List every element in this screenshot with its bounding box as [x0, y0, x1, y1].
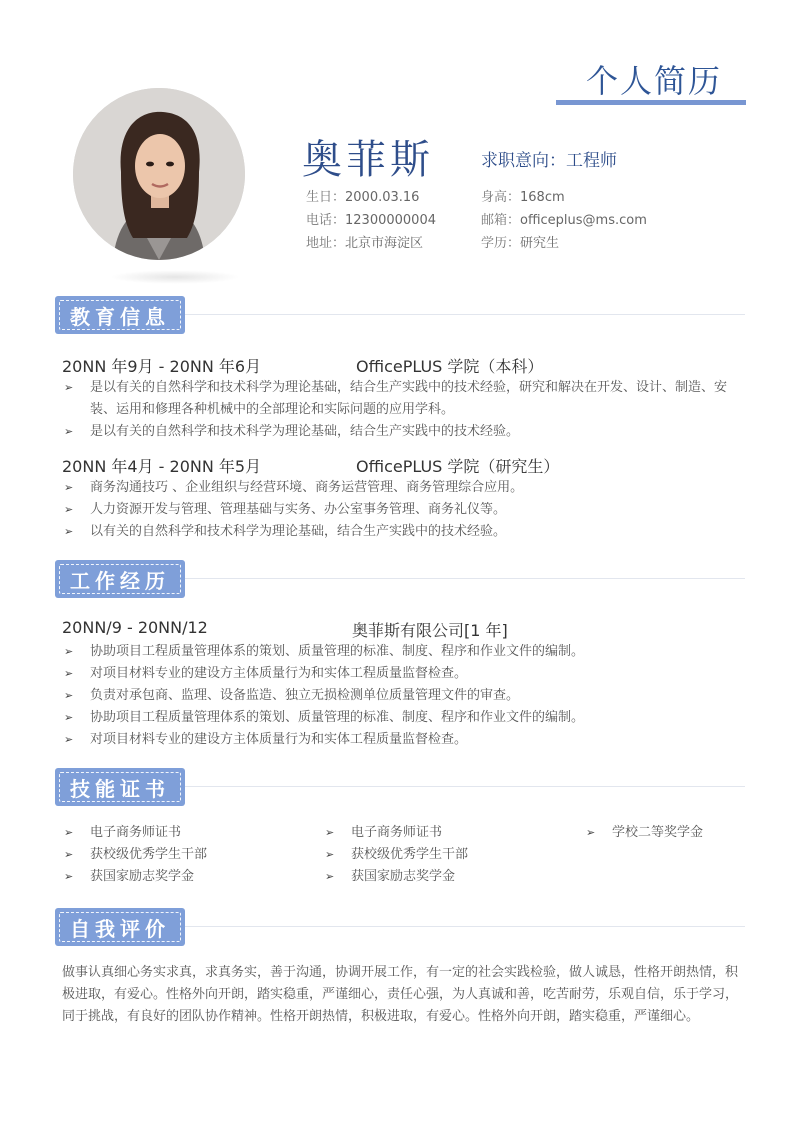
arrow-bullet-icon: ➢ — [64, 425, 74, 438]
list-item: ➢ 是以有关的自然科学和技术科学为理论基础，结合生产实践中的技术经验。 — [62, 421, 752, 443]
info-education: 学历：研究生 — [481, 236, 560, 251]
section-title: 教育信息 — [59, 300, 181, 330]
work-bullets — [62, 641, 752, 751]
list-item: ➢ 获校级优秀学生干部 — [62, 844, 302, 866]
section-header-self-evaluation — [55, 908, 185, 946]
arrow-bullet-icon: ➢ — [64, 645, 74, 658]
education-bullets — [62, 377, 752, 443]
arrow-bullet-icon: ➢ — [64, 870, 74, 883]
section-title: 技能证书 — [59, 772, 181, 802]
education-date: 20NN 年4月 - 20NN 年5月 — [62, 457, 262, 476]
personal-info-left — [306, 186, 436, 255]
title-underline — [556, 100, 746, 105]
education-school: OfficePLUS 学院（本科） — [356, 357, 544, 376]
education-entry-header — [62, 454, 752, 476]
arrow-bullet-icon: ➢ — [64, 826, 74, 839]
section-title: 自我评价 — [59, 912, 181, 942]
arrow-bullet-icon: ➢ — [64, 667, 74, 680]
work-date: 20NN/9 - 20NN/12 — [62, 618, 208, 637]
personal-info-right — [481, 186, 647, 255]
list-item: ➢ 学校二等奖学金 — [584, 822, 800, 844]
arrow-bullet-icon: ➢ — [64, 711, 74, 724]
list-item: ➢ 对项目材料专业的建设方主体质量行为和实体工程质量监督检查。 — [62, 663, 752, 685]
arrow-bullet-icon: ➢ — [64, 525, 74, 538]
list-item: ➢ 获国家励志奖学金 — [62, 866, 302, 888]
list-item: ➢ 负责对承包商、监理、设备监造、独立无损检测单位质量管理文件的审查。 — [62, 685, 752, 707]
education-entry-header — [62, 354, 752, 376]
info-phone: 电话：12300000004 — [306, 213, 436, 228]
arrow-bullet-icon: ➢ — [325, 870, 335, 883]
education-school: OfficePLUS 学院（研究生） — [356, 457, 560, 476]
list-item: ➢ 对项目材料专业的建设方主体质量行为和实体工程质量监督检查。 — [62, 729, 752, 751]
photo-shadow — [110, 270, 240, 284]
section-header-education — [55, 296, 185, 334]
section-header-skills — [55, 768, 185, 806]
document-title: 个人简历 — [585, 62, 722, 100]
profile-photo — [73, 88, 245, 260]
arrow-bullet-icon: ➢ — [64, 381, 74, 394]
arrow-bullet-icon: ➢ — [586, 826, 596, 839]
education-bullets — [62, 477, 752, 543]
work-entry-header — [62, 618, 752, 640]
arrow-bullet-icon: ➢ — [325, 826, 335, 839]
list-item: ➢ 电子商务师证书 — [323, 822, 563, 844]
list-item: ➢ 协助项目工程质量管理体系的策划、质量管理的标准、制度、程序和作业文件的编制。 — [62, 641, 752, 663]
section-header-work — [55, 560, 185, 598]
work-company: 奥菲斯有限公司[1 年] — [352, 621, 508, 640]
list-item: ➢ 人力资源开发与管理、管理基础与实务、办公室事务管理、商务礼仪等。 — [62, 499, 752, 521]
list-item: ➢ 获国家励志奖学金 — [323, 866, 563, 888]
self-evaluation-text: 做事认真细心务实求真，求真务实，善于沟通，协调开展工作，有一定的社会实践检验，做人诚恳，性格开朗热情，积极进取，有爱心。性格外向开朗，踏实稳重，严谨细心，责任心强，为人真诚和善，吃苦耐劳，乐观自信，乐于学习，同于挑战，有良好的团队协作精神。性格开朗热情，积极进取，有爱心。性格外向开朗，踏实稳重，严谨细心。 — [62, 965, 739, 1024]
info-address: 地址：北京市海淀区 — [306, 236, 424, 251]
candidate-name: 奥菲斯 — [302, 137, 434, 183]
education-date: 20NN 年9月 - 20NN 年6月 — [62, 357, 262, 376]
arrow-bullet-icon: ➢ — [64, 848, 74, 861]
info-birthday: 生日：2000.03.16 — [306, 190, 420, 205]
skills-column — [62, 822, 302, 888]
arrow-bullet-icon: ➢ — [64, 689, 74, 702]
arrow-bullet-icon: ➢ — [64, 481, 74, 494]
list-item: ➢ 商务沟通技巧 、企业组织与经营环境、商务运营管理、商务管理综合应用。 — [62, 477, 752, 499]
list-item: ➢ 获校级优秀学生干部 — [323, 844, 563, 866]
job-intention: 求职意向：工程师 — [481, 151, 617, 171]
arrow-bullet-icon: ➢ — [325, 848, 335, 861]
arrow-bullet-icon: ➢ — [64, 733, 74, 746]
info-height: 身高：168cm — [481, 190, 565, 205]
list-item: ➢ 以有关的自然科学和技术科学为理论基础，结合生产实践中的技术经验。 — [62, 521, 752, 543]
list-item: ➢ 是以有关的自然科学和技术科学为理论基础，结合生产实践中的技术经验，研究和解决在开发、设计、制造、安装、运用和修理各种机械中的全部理论和实际问题的应用学科。 — [62, 377, 752, 421]
skills-column — [584, 822, 800, 844]
section-title: 工作经历 — [59, 564, 181, 594]
info-email: 邮箱：officeplus@ms.com — [481, 213, 647, 228]
portrait-image — [73, 88, 245, 260]
list-item: ➢ 协助项目工程质量管理体系的策划、质量管理的标准、制度、程序和作业文件的编制。 — [62, 707, 752, 729]
skills-column — [323, 822, 563, 888]
arrow-bullet-icon: ➢ — [64, 503, 74, 516]
list-item: ➢ 电子商务师证书 — [62, 822, 302, 844]
